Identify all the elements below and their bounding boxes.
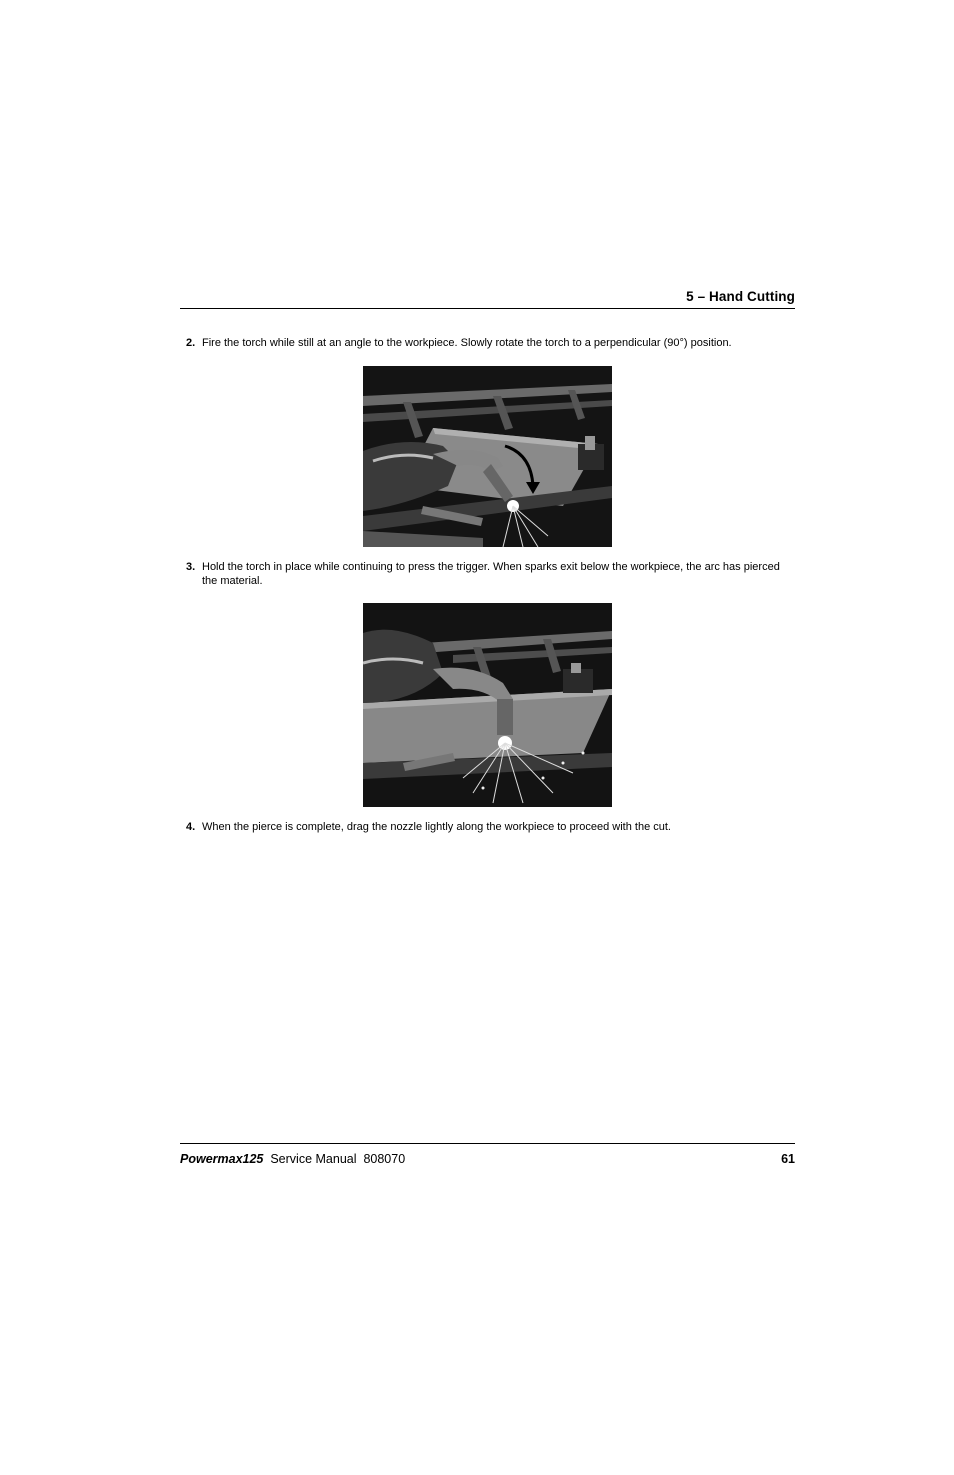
- step-text: When the pierce is complete, drag the nozzle lightly along the workpiece to proceed with the cut.: [202, 821, 671, 833]
- torch-pierce-photo: [363, 603, 612, 807]
- step-text: Hold the torch in place while continuing to press the trigger. When sparks exit below the workpiece, the arc has pierced the material.: [202, 561, 780, 587]
- step-number: 4.: [186, 821, 196, 833]
- footer-divider: [180, 1143, 795, 1144]
- torch-angle-photo: [363, 366, 612, 547]
- step-2: [186, 336, 786, 350]
- section-title: 5 – Hand Cutting: [686, 289, 795, 304]
- product-name: Powermax125: [180, 1152, 264, 1166]
- step-text: Fire the torch while still at an angle to the workpiece. Slowly rotate the torch to a perpendicular (90°) position.: [202, 337, 732, 349]
- page-number: 61: [781, 1152, 795, 1166]
- step-number: 2.: [186, 337, 196, 349]
- header-divider: [180, 308, 795, 309]
- footer-document-info: [180, 1152, 405, 1166]
- part-number: 808070: [363, 1152, 406, 1166]
- step-3: [186, 560, 786, 588]
- step-4: [186, 820, 786, 834]
- document-title: Service Manual: [270, 1152, 357, 1166]
- step-number: 3.: [186, 561, 196, 573]
